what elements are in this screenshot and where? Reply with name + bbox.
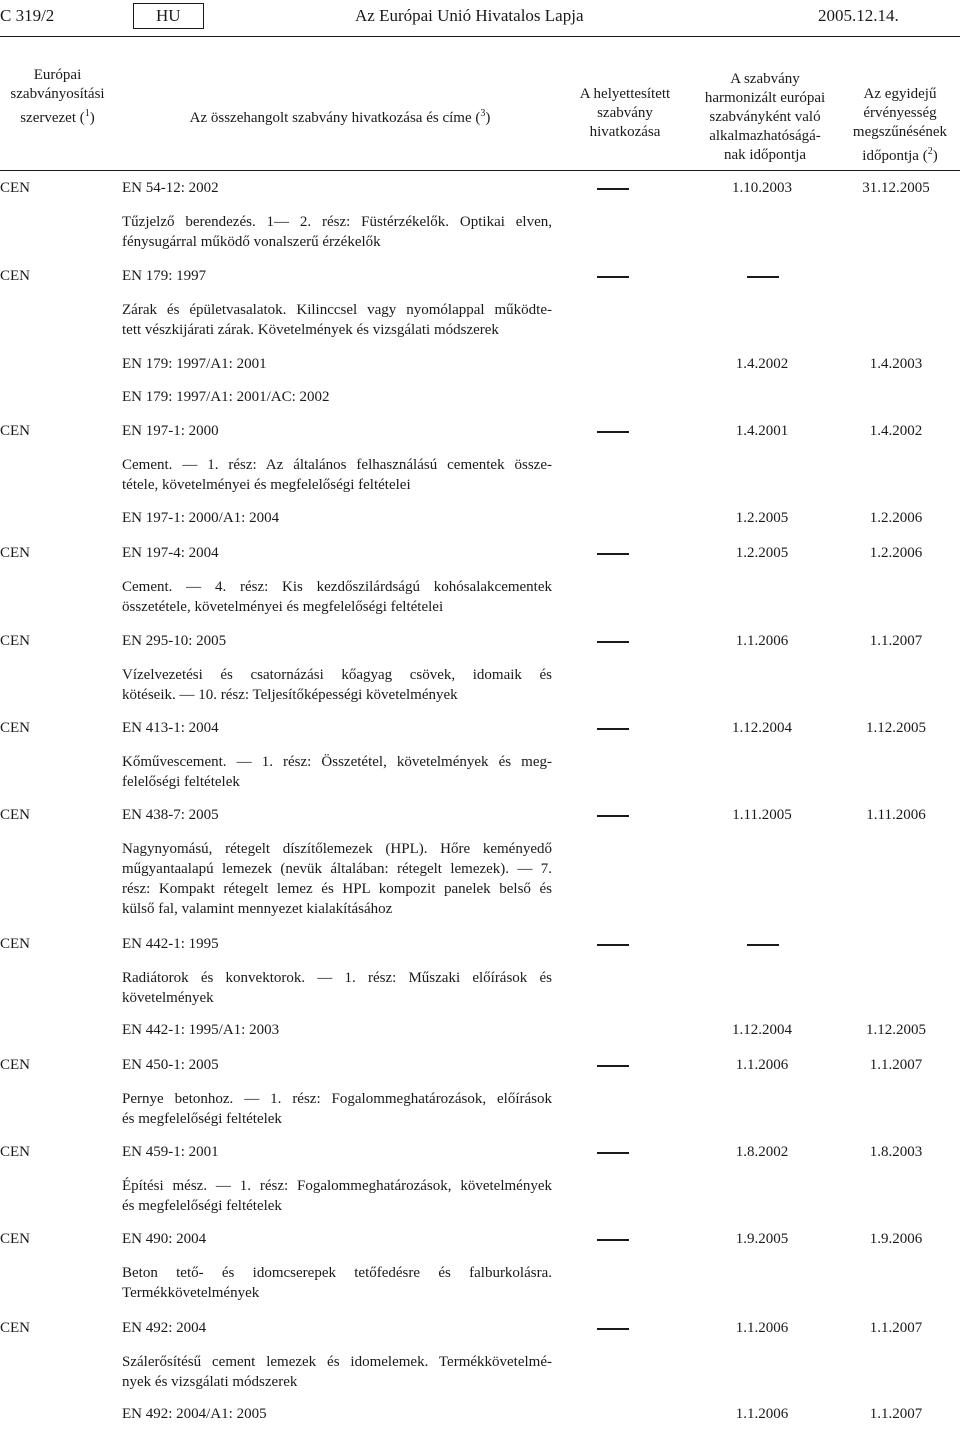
standard-title-line: Kőművescement. — 1. rész: Összetétel, követelmények és meg- xyxy=(122,754,552,770)
date-of-applicability: 1.2.2005 xyxy=(735,545,789,561)
standard-reference: EN 459-1: 2001 xyxy=(122,1144,219,1160)
date-of-cessation: 1.9.2006 xyxy=(869,1231,923,1247)
date-of-cessation: 1.1.2007 xyxy=(869,1406,923,1422)
standard-title-line: felelőségi feltételek xyxy=(122,774,240,790)
column-header-replaced-standard: A helyettesített szabvány hivatkozása xyxy=(579,86,671,140)
organisation-code: CEN xyxy=(0,1231,30,1247)
standard-title-line: Radiátorok és konvektorok. — 1. rész: Műszaki előírások és xyxy=(122,970,552,986)
standard-reference: EN 179: 1997/A1: 2001/AC: 2002 xyxy=(122,389,330,405)
table-header-rule xyxy=(0,170,960,171)
date-of-cessation: 1.8.2003 xyxy=(869,1144,923,1160)
standard-title-line: összetétele, követelményei és megfelelőségi feltételei xyxy=(122,599,444,615)
standard-reference: EN 197-1: 2000/A1: 2004 xyxy=(122,510,280,526)
date-of-cessation: 1.12.2005 xyxy=(866,1022,926,1038)
standard-title-line: Pernye betonhoz. — 1. rész: Fogalommeghatározások, előírások xyxy=(122,1091,552,1107)
standard-reference: EN 442-1: 1995 xyxy=(122,936,219,952)
date-of-cessation: 1.4.2003 xyxy=(869,356,923,372)
date-of-applicability: 1.1.2006 xyxy=(735,633,789,649)
standard-title xyxy=(122,1176,552,1216)
organisation-code: CEN xyxy=(0,720,30,736)
standard-title-line: Építési mész. — 1. rész: Fogalommeghatározások, követelmények xyxy=(122,1178,552,1194)
standard-title xyxy=(122,300,552,340)
replaced-standard-dash xyxy=(597,188,629,190)
standard-title xyxy=(122,665,552,705)
standard-title-line: Cement. — 4. rész: Kis kezdőszilárdságú kohósalakcementek xyxy=(122,579,552,595)
standard-title-line: Zárak és épületvasalatok. Kilinccsel vagy nyomólappal működte- xyxy=(122,302,552,318)
organisation-code: CEN xyxy=(0,423,30,439)
standard-title-line: Nagynyomású, rétegelt díszítőlemezek (HPL). Hőre keményedő xyxy=(122,841,552,857)
date-of-cessation: 1.11.2006 xyxy=(866,807,926,823)
standard-reference: EN 179: 1997 xyxy=(122,268,207,284)
date-of-applicability: 1.9.2005 xyxy=(735,1231,789,1247)
standard-title-line: és megfelelőségi feltételek xyxy=(122,1111,282,1127)
organisation-code: CEN xyxy=(0,936,30,952)
replaced-standard-dash xyxy=(597,1239,629,1241)
standard-reference: EN 295-10: 2005 xyxy=(122,633,227,649)
date-of-cessation: 31.12.2005 xyxy=(862,180,930,196)
date-of-applicability: 1.4.2001 xyxy=(735,423,789,439)
organisation-code: CEN xyxy=(0,545,30,561)
standard-title-line: Tűzjelző berendezés. 1— 2. rész: Füstérzékelők. Optikai elven, xyxy=(122,214,552,230)
standard-title-line: követelmények xyxy=(122,990,214,1006)
date-of-applicability: 1.1.2006 xyxy=(735,1406,789,1422)
date-of-cessation: 1.2.2006 xyxy=(869,545,923,561)
standard-title xyxy=(122,968,552,1008)
standard-title-line: Vízelvezetési és csatornázási kőagyag csövek, idomaik és xyxy=(122,667,552,683)
organisation-code: CEN xyxy=(0,1320,30,1336)
date-of-applicability: 1.1.2006 xyxy=(735,1057,789,1073)
organisation-code: CEN xyxy=(0,268,30,284)
standard-title-line: Beton tető- és idomcserepek tetőfedésre és falburkolásra. xyxy=(122,1265,552,1281)
replaced-standard-dash xyxy=(597,553,629,555)
date-of-applicability: 1.10.2003 xyxy=(732,180,792,196)
standard-title-line: műgyantaalapú lemezek (nevük általában: rétegelt lemezek). — 7. xyxy=(122,861,552,877)
column-header-reference-title: Az összehangolt szabvány hivatkozása és címe ($^3$) xyxy=(189,108,491,126)
replaced-standard-dash xyxy=(597,1152,629,1154)
date-of-applicability: 1.12.2004 xyxy=(732,720,792,736)
standard-title-line: tett vészkijárati zárak. Követelmények és vizsgálati módszerek xyxy=(122,322,499,338)
header-rule xyxy=(0,36,960,37)
standard-reference: EN 442-1: 1995/A1: 2003 xyxy=(122,1022,280,1038)
organisation-code: CEN xyxy=(0,1144,30,1160)
date-of-cessation: 1.4.2002 xyxy=(869,423,923,439)
standard-reference: EN 450-1: 2005 xyxy=(122,1057,219,1073)
replaced-standard-dash xyxy=(597,1065,629,1067)
standard-reference: EN 197-1: 2000 xyxy=(122,423,219,439)
page-reference: C 319/2 xyxy=(0,6,55,25)
replaced-standard-dash xyxy=(597,815,629,817)
standard-title xyxy=(122,1263,552,1303)
standard-reference: EN 197-4: 2004 xyxy=(122,545,219,561)
standard-title-line: és megfelelőségi feltételek xyxy=(122,1198,282,1214)
standard-title-line: fénysugárral működő vonalszerű érzékelők xyxy=(122,234,381,250)
standard-title-line: tétele, követelményei és megfelelőségi feltételei xyxy=(122,477,411,493)
replaced-standard-dash xyxy=(597,728,629,730)
language-code-box: HU xyxy=(133,3,204,29)
standard-title xyxy=(122,1352,552,1392)
standard-title-line: rész: Kompakt rétegelt lemez és HPL kompozit panelek belső és xyxy=(122,881,552,897)
publication-date: 2005.12.14. xyxy=(818,6,899,25)
date-of-applicability-dash xyxy=(747,944,779,946)
column-header-date-of-cessation: Az egyidejű érvényesség megszűnésének időpontja ($^2$) xyxy=(852,86,948,164)
date-of-applicability-dash xyxy=(747,276,779,278)
standard-title-line: Cement. — 1. rész: Az általános felhasználású cementek össze- xyxy=(122,457,552,473)
date-of-cessation: 1.1.2007 xyxy=(869,1057,923,1073)
standard-title-line: Termékkövetelmények xyxy=(122,1285,260,1301)
date-of-cessation: 1.1.2007 xyxy=(869,1320,923,1336)
standard-title xyxy=(122,455,552,495)
standard-title-line: Szálerősítésű cement lemezek és idomelemek. Termékkövetelmé- xyxy=(122,1354,552,1370)
column-header-organisation: Európai szabványosítási szervezet ($^1$) xyxy=(10,67,105,126)
standard-title xyxy=(122,577,552,617)
date-of-applicability: 1.1.2006 xyxy=(735,1320,789,1336)
date-of-cessation: 1.2.2006 xyxy=(869,510,923,526)
standard-reference: EN 438-7: 2005 xyxy=(122,807,219,823)
standard-reference: EN 413-1: 2004 xyxy=(122,720,219,736)
date-of-applicability: 1.8.2002 xyxy=(735,1144,789,1160)
standard-reference: EN 490: 2004 xyxy=(122,1231,207,1247)
replaced-standard-dash xyxy=(597,276,629,278)
column-header-date-of-applicability: A szabvány harmonizált európai szabványként való alkalmazhatóságá- nak időpontja xyxy=(704,71,826,163)
standard-reference: EN 54-12: 2002 xyxy=(122,180,219,196)
organisation-code: CEN xyxy=(0,1057,30,1073)
standard-title xyxy=(122,1089,552,1129)
replaced-standard-dash xyxy=(597,431,629,433)
standard-reference: EN 492: 2004 xyxy=(122,1320,207,1336)
date-of-applicability: 1.2.2005 xyxy=(735,510,789,526)
standard-title xyxy=(122,839,552,919)
replaced-standard-dash xyxy=(597,1328,629,1330)
organisation-code: CEN xyxy=(0,180,30,196)
date-of-cessation: 1.1.2007 xyxy=(869,633,923,649)
journal-title: Az Európai Unió Hivatalos Lapja xyxy=(355,6,584,25)
standard-title-line: nyek és vizsgálati módszerek xyxy=(122,1374,298,1390)
standard-reference: EN 492: 2004/A1: 2005 xyxy=(122,1406,267,1422)
date-of-cessation: 1.12.2005 xyxy=(866,720,926,736)
standard-title xyxy=(122,212,552,252)
organisation-code: CEN xyxy=(0,633,30,649)
date-of-applicability: 1.12.2004 xyxy=(732,1022,792,1038)
organisation-code: CEN xyxy=(0,807,30,823)
date-of-applicability: 1.4.2002 xyxy=(735,356,789,372)
replaced-standard-dash xyxy=(597,641,629,643)
standard-title-line: kötéseik. — 10. rész: Teljesítőképességi követelmények xyxy=(122,687,458,703)
page-header xyxy=(0,0,960,36)
standard-title-line: külső fal, valamint mennyezet kialakításához xyxy=(122,901,393,917)
standard-title xyxy=(122,752,552,792)
replaced-standard-dash xyxy=(597,944,629,946)
standard-reference: EN 179: 1997/A1: 2001 xyxy=(122,356,267,372)
date-of-applicability: 1.11.2005 xyxy=(732,807,792,823)
